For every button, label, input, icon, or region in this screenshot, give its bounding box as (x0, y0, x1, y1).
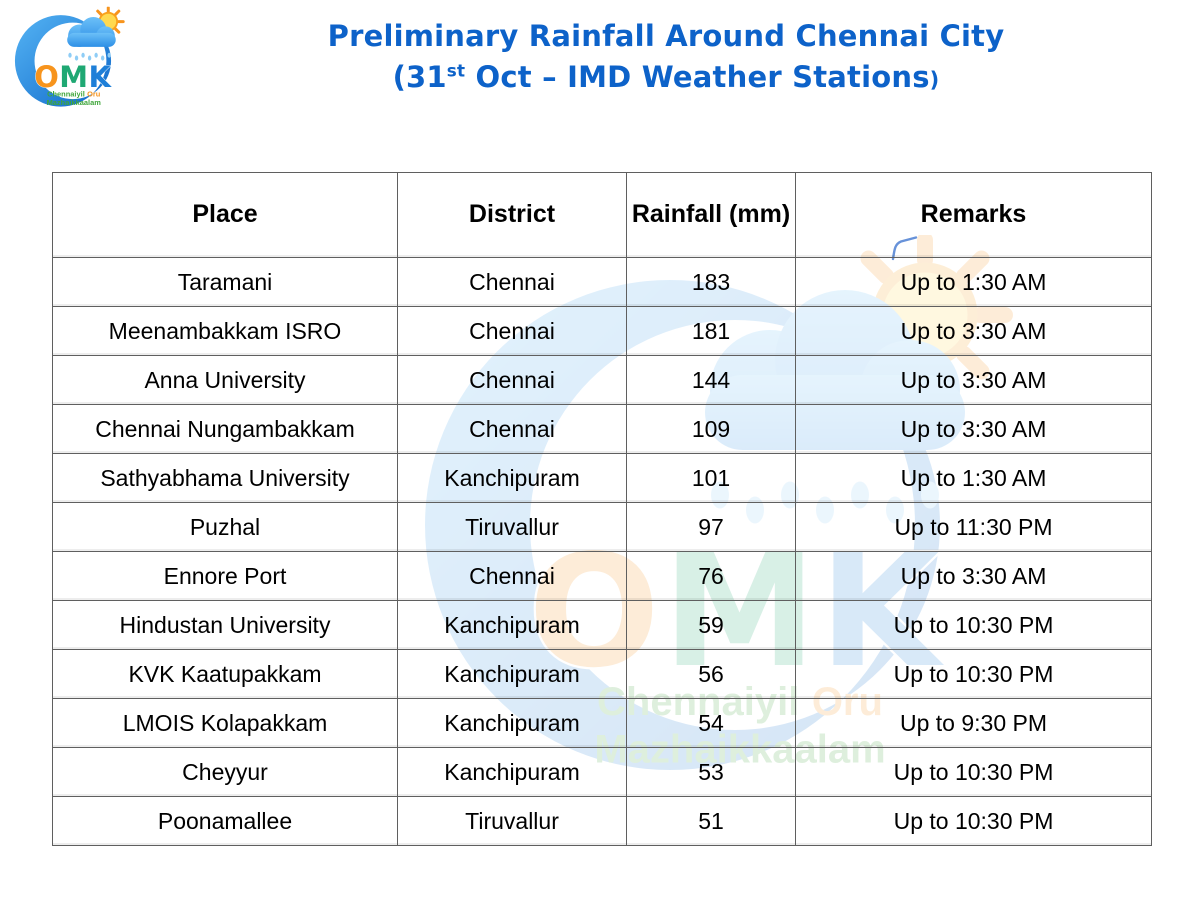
cell-district: Tiruvallur (398, 503, 627, 552)
table-row (53, 552, 1152, 601)
cell-place: Cheyyur (53, 748, 398, 797)
table-row (53, 503, 1152, 552)
header-place: Place (53, 173, 398, 258)
cell-remarks: Up to 10:30 PM (796, 797, 1152, 846)
cell-rainfall: 53 (627, 748, 796, 797)
cell-district: Kanchipuram (398, 601, 627, 650)
cell-place: Ennore Port (53, 552, 398, 601)
table-row (53, 748, 1152, 797)
cell-remarks: Up to 1:30 AM (796, 258, 1152, 307)
cell-district: Chennai (398, 356, 627, 405)
rainfall-table-container (52, 172, 1151, 842)
table-row (53, 356, 1152, 405)
header-remarks: Remarks (796, 173, 1152, 258)
cell-district: Tiruvallur (398, 797, 627, 846)
header-rainfall: Rainfall (mm) (627, 173, 796, 258)
cell-district: Chennai (398, 258, 627, 307)
cell-remarks: Up to 3:30 AM (796, 552, 1152, 601)
cell-remarks: Up to 3:30 AM (796, 307, 1152, 356)
table-row (53, 405, 1152, 454)
cell-rainfall: 144 (627, 356, 796, 405)
cell-district: Kanchipuram (398, 454, 627, 503)
cell-district: Kanchipuram (398, 748, 627, 797)
cell-remarks: Up to 3:30 AM (796, 405, 1152, 454)
cell-rainfall: 109 (627, 405, 796, 454)
cell-district: Chennai (398, 552, 627, 601)
cell-district: Kanchipuram (398, 699, 627, 748)
cell-district: Kanchipuram (398, 650, 627, 699)
cell-remarks: Up to 9:30 PM (796, 699, 1152, 748)
cell-rainfall: 101 (627, 454, 796, 503)
comk-logo (14, 6, 126, 112)
title-line1: Preliminary Rainfall Around Chennai City (327, 19, 1005, 53)
cell-rainfall: 56 (627, 650, 796, 699)
ordinal-suffix: st (446, 60, 466, 81)
cell-place: Chennai Nungambakkam (53, 405, 398, 454)
table-row (53, 454, 1152, 503)
cell-rainfall: 181 (627, 307, 796, 356)
cell-remarks: Up to 10:30 PM (796, 748, 1152, 797)
cell-rainfall: 97 (627, 503, 796, 552)
cell-remarks: Up to 10:30 PM (796, 650, 1152, 699)
cell-district: Chennai (398, 405, 627, 454)
cell-remarks: Up to 10:30 PM (796, 601, 1152, 650)
cell-district: Chennai (398, 307, 627, 356)
cell-place: Hindustan University (53, 601, 398, 650)
cell-place: Taramani (53, 258, 398, 307)
title-line2: (31st Oct – IMD Weather Stations) (392, 60, 940, 94)
page-title (132, 16, 1200, 101)
cell-place: Puzhal (53, 503, 398, 552)
cell-rainfall: 76 (627, 552, 796, 601)
table-row (53, 797, 1152, 846)
header-district: District (398, 173, 627, 258)
table-row (53, 699, 1152, 748)
cell-remarks: Up to 11:30 PM (796, 503, 1152, 552)
cell-place: KVK Kaatupakkam (53, 650, 398, 699)
cell-place: Poonamallee (53, 797, 398, 846)
table-header-row (53, 173, 1152, 258)
cell-rainfall: 59 (627, 601, 796, 650)
cell-place: LMOIS Kolapakkam (53, 699, 398, 748)
table-row (53, 650, 1152, 699)
cell-rainfall: 51 (627, 797, 796, 846)
table-row (53, 258, 1152, 307)
cell-rainfall: 54 (627, 699, 796, 748)
rainfall-table-body (53, 258, 1152, 846)
rainfall-table (52, 172, 1152, 846)
cell-remarks: Up to 3:30 AM (796, 356, 1152, 405)
cell-place: Anna University (53, 356, 398, 405)
cell-remarks: Up to 1:30 AM (796, 454, 1152, 503)
table-row (53, 601, 1152, 650)
cell-place: Meenambakkam ISRO (53, 307, 398, 356)
cell-place: Sathyabhama University (53, 454, 398, 503)
table-row (53, 307, 1152, 356)
cell-rainfall: 183 (627, 258, 796, 307)
